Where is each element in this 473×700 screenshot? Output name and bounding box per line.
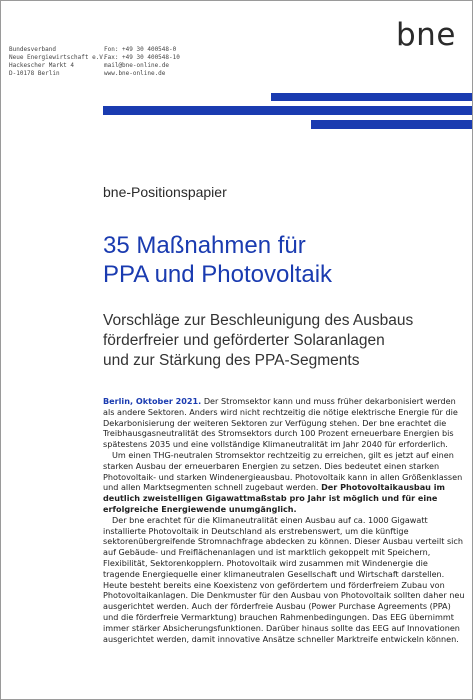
paragraph-text: Der bne erachtet für die Klimaneutralität einen Ausbau auf ca. 1000 Gigawatt installierte Photovoltaik in Deutschland als erstrebenswert, um die künftige sektorenübergreifende Stromnachfrage abdecken zu können. Dieser Ausbau verteilt sich auf Gebäude- und Freiflächenanlagen und ist marktlich gekoppelt mit Speichern, Flexibilität, Sektorenkopplern. Photovoltaik wird zusammen mit Windenergie die tragende Energiequelle einer klimaneutralen Gesellschaft und Wirtschaft darstellen. Heute besteht bereits eine Koexistenz von gefördertem und förderfreiem Zubau von Photovoltaikanlagen. Die Denkmuster für den Ausbau von Photovoltaik sollten daher neu ausgerichtet werden. Auch der förderfreie Ausbau (Power Purchase Agreements (PPA) und die förderfreie Vermarktung) brauchen Rahmenbedingungen. Das EEG übernimmt immer stärker Absicherungsfunktionen. Darüber hinaus sollte das EEG auf Innovationen ausgerichtet werden, damit innovative Ansätze schneller Marktreife entwickeln können. xyxy=(103,514,465,644)
paragraph xyxy=(103,450,465,515)
dateline: Berlin, Oktober 2021. xyxy=(103,396,202,406)
document-title xyxy=(103,231,463,289)
document-type: bne-Positionspapier xyxy=(103,184,227,200)
subtitle-line: förderfreier und geförderter Solaranlagen xyxy=(103,332,385,349)
contact-line-web: www.bne-online.de xyxy=(104,70,166,77)
paragraph-intro xyxy=(103,396,465,450)
title-line: PPA und Photovoltaik xyxy=(103,261,333,288)
address-line: Bundesverband xyxy=(9,46,56,53)
address-line: Neue Energiewirtschaft e.V. xyxy=(9,54,107,61)
decorative-band xyxy=(103,106,472,115)
decorative-band xyxy=(311,120,472,129)
contact-line-fax: Fax: +49 30 400548-10 xyxy=(104,54,180,61)
body-text xyxy=(103,396,465,644)
bne-logo: bne xyxy=(396,17,456,53)
paragraph-emphasis: Der Photovoltaikausbau im deutlich zweistelligen Gigawattmaßstab pro Jahr ist möglich und für eine erfolgreiche Energiewende unumgänglich. xyxy=(103,482,445,514)
subtitle-line: und zur Stärkung des PPA-Segments xyxy=(103,352,360,369)
decorative-band xyxy=(271,93,472,101)
paragraph-text: Um einen THG-neutralen Stromsektor rechtzeitig zu erreichen, gilt es jetzt auf einen starken Ausbau der erneuerbaren Energien zu setzen. Dies bedeutet einen starken Photovoltaik- und starken Windenergieausbau. Photovoltaik kann in allen Größenklassen und allen Marktsegmenten schnell zugebaut werden. xyxy=(103,449,463,493)
contact-line-phone: Fon: +49 30 400548-0 xyxy=(104,46,177,53)
address-line: D-10178 Berlin xyxy=(9,70,60,77)
contact-line-email: mail@bne-online.de xyxy=(104,62,170,69)
address-line: Hackescher Markt 4 xyxy=(9,62,75,69)
paragraph-text: Der Stromsektor kann und muss früher dekarbonisiert werden als andere Sektoren. Anders wird nicht rechtzeitig die nötige elektrische Energie für die Dekarbonisierung der weiteren Sektoren zur Verfügung stehen. Der bne erachtet die Treibhausgasneutralität des Stromsektors durch 100 Prozent erneuerbare Energien bis spätestens 2035 und eine vollständige Klimaneutralität im Jahr 2040 für erforderlich. xyxy=(103,396,458,450)
paragraph xyxy=(103,515,465,645)
sender-address xyxy=(9,46,107,78)
sender-contact xyxy=(104,46,180,78)
document-subtitle xyxy=(103,311,468,371)
subtitle-line: Vorschläge zur Beschleunigung des Ausbaus xyxy=(103,312,414,329)
title-line: 35 Maßnahmen für xyxy=(103,232,306,259)
